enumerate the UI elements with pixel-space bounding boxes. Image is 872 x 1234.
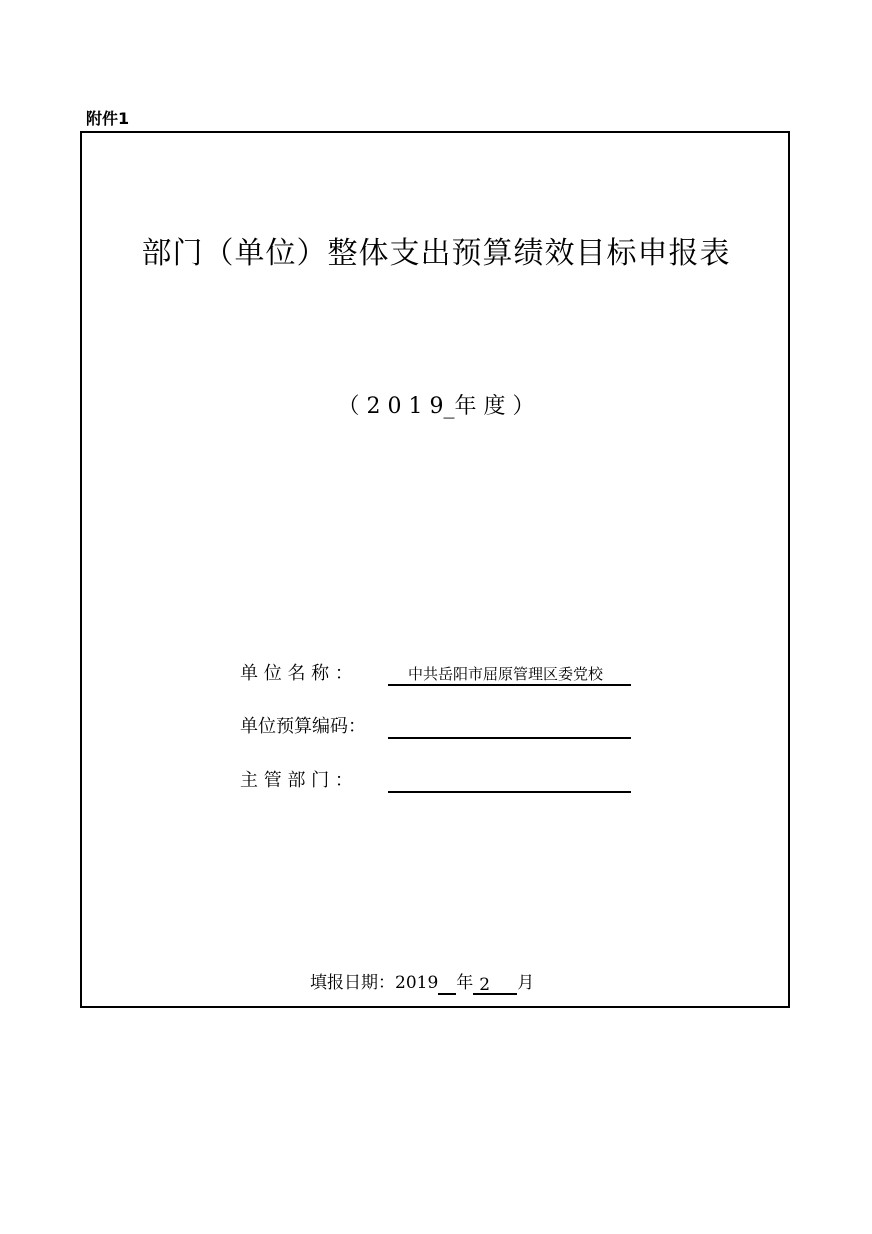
fill-date-month-suffix: 月 [517,973,535,993]
fiscal-year-line: （ 2 0 1 9_年 度 ） [337,394,535,419]
department-field[interactable] [388,771,631,793]
attachment-label: 附件1 [86,109,130,128]
budget-code-field[interactable] [388,717,631,739]
budget-code-row [240,713,631,739]
fill-date-label: 填报日期： [310,973,395,993]
department-label: 主 管 部 门 ： [240,770,353,791]
fill-date-year[interactable]: 2019 [395,973,439,993]
fill-date-line [310,971,534,995]
fill-date-year-blank [438,973,456,995]
fill-date-month[interactable]: 2 [473,975,517,995]
document-title: 部门（单位）整体支出预算绩效目标申报表 [141,236,731,271]
unit-name-row [240,660,631,686]
budget-code-label: 单位预算编码： [240,716,366,737]
fill-date-year-suffix: 年 [456,973,474,993]
unit-name-label: 单 位 名 称 ： [240,663,353,684]
department-row [240,767,631,793]
unit-name-field[interactable]: 中共岳阳市屈原管理区委党校 [388,664,631,686]
